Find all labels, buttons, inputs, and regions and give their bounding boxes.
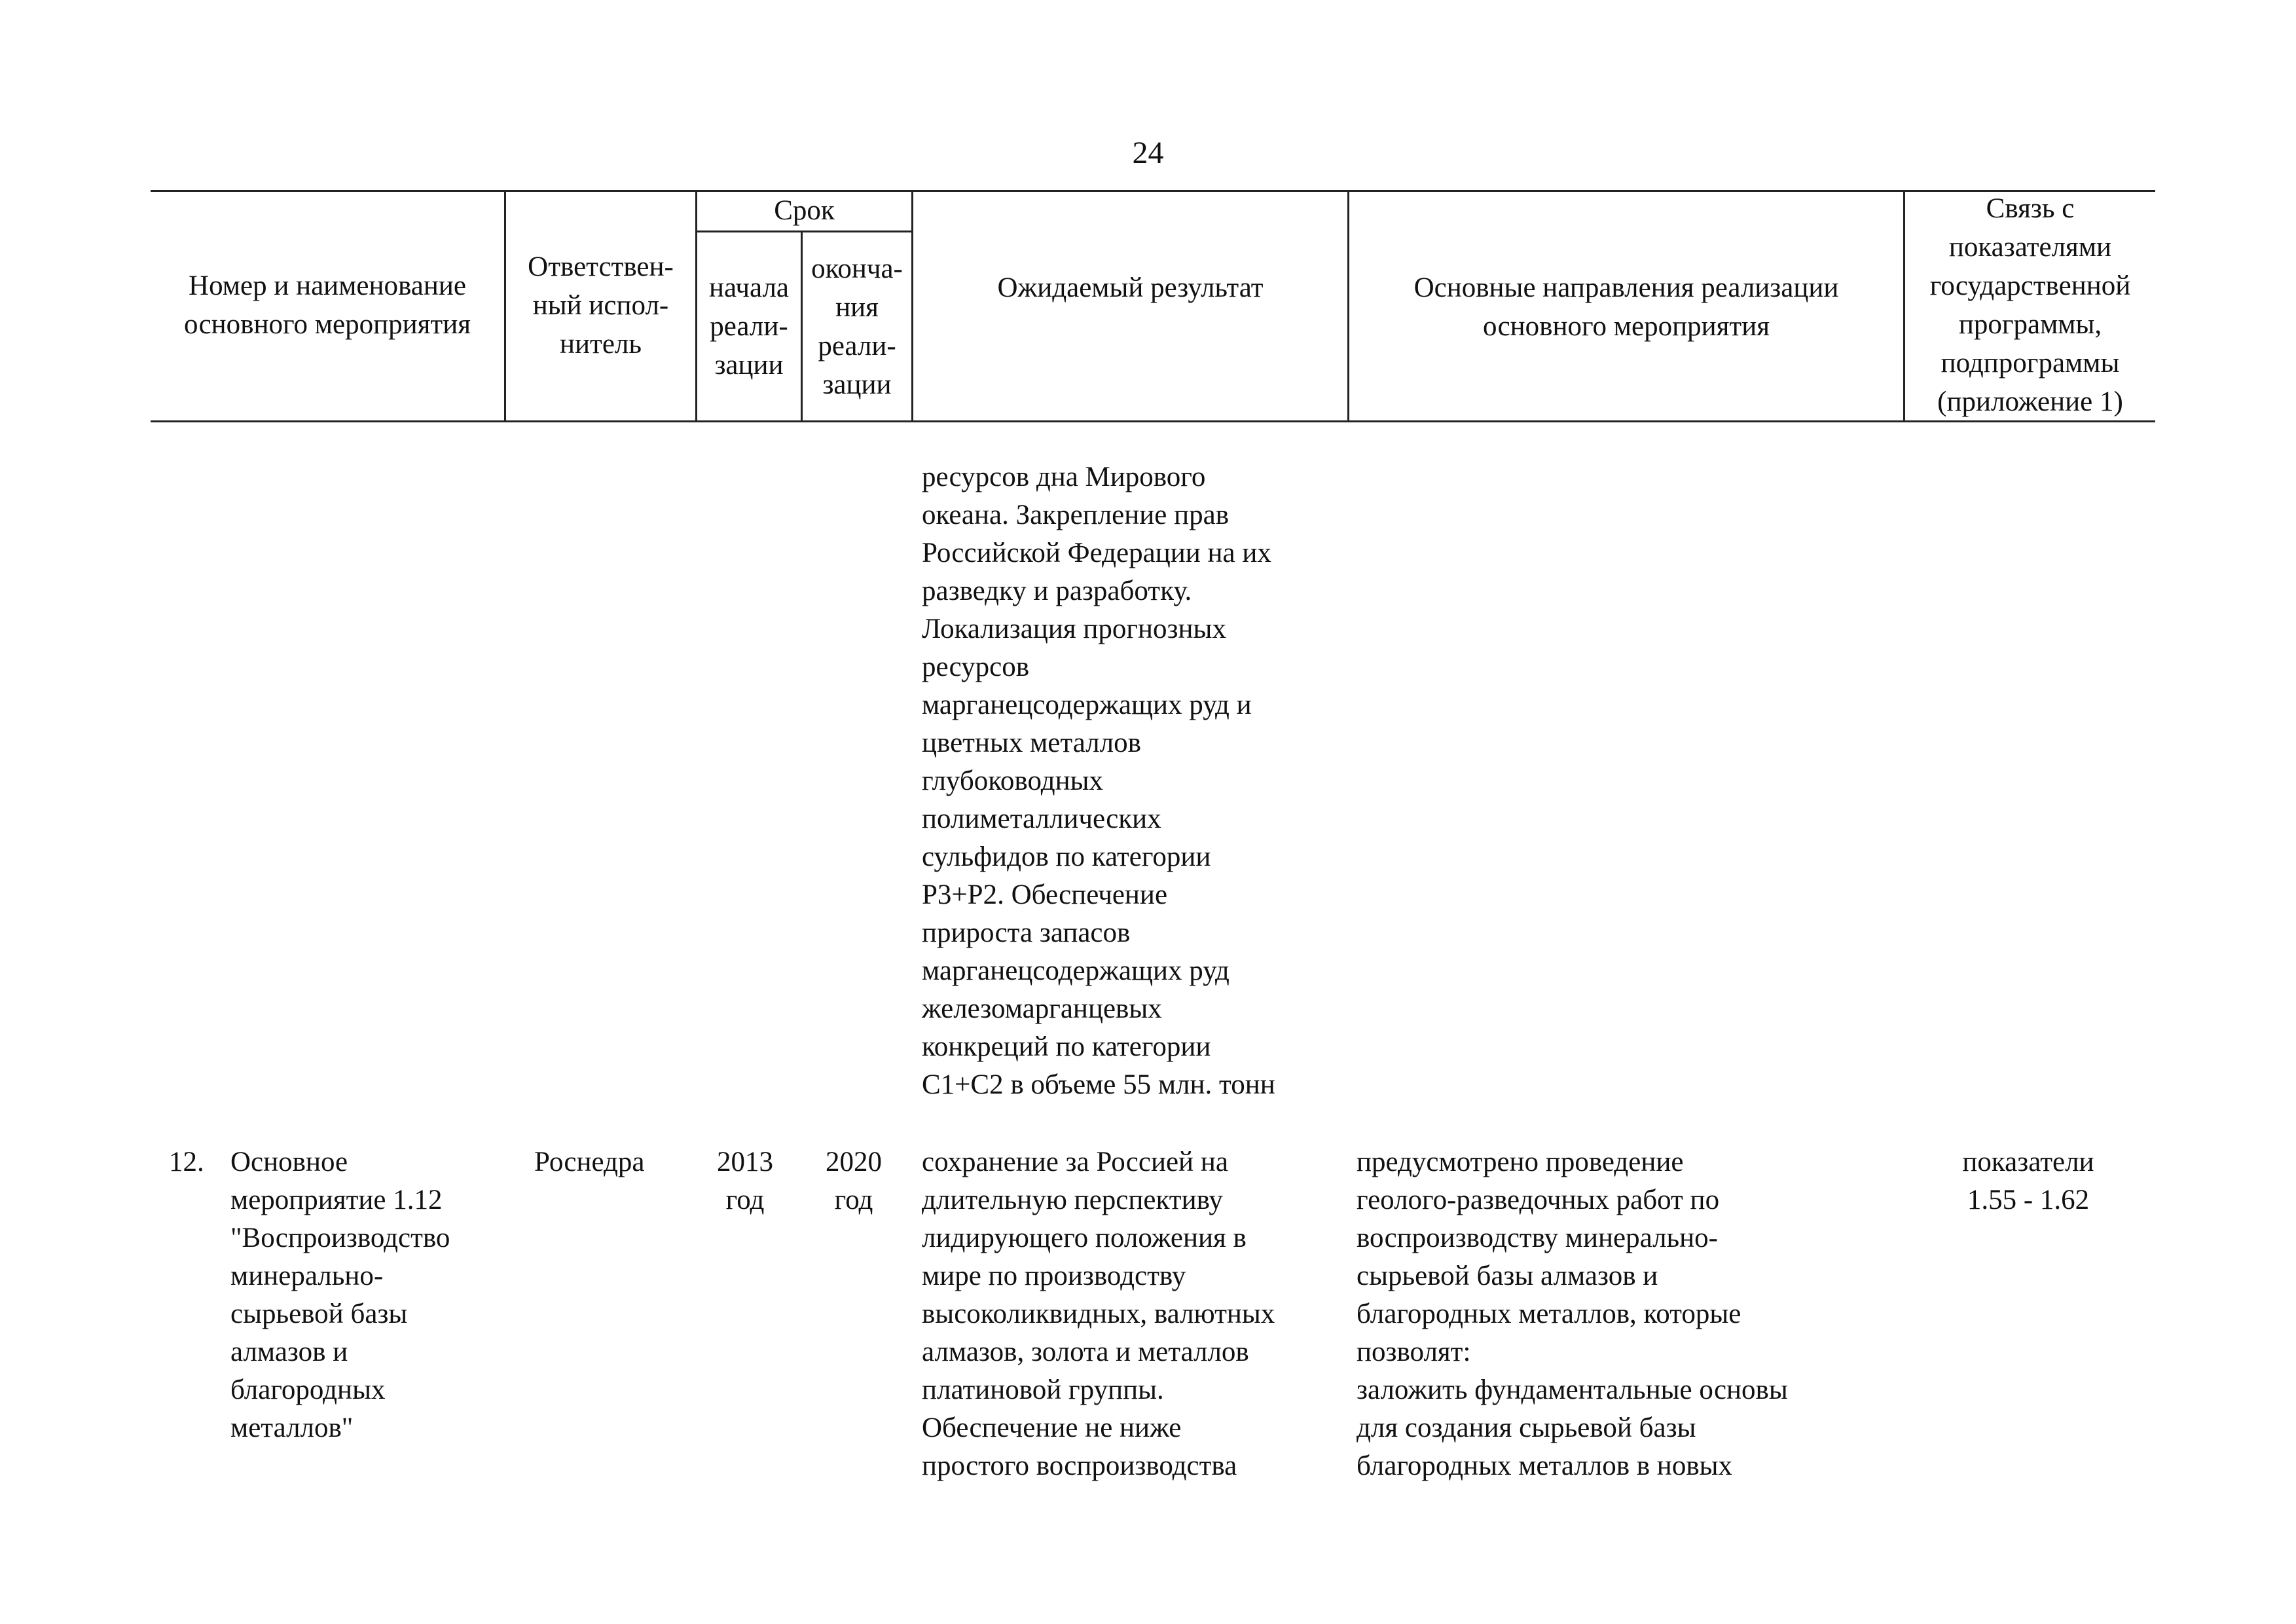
header-bottom-rule (151, 420, 2155, 422)
header-term-start: начала реали- зации (708, 272, 789, 380)
row-name: Основное мероприятие 1.12 "Воспроизводство минерально- сырьевой базы алмазов и благородных металлов" (230, 1147, 450, 1443)
row-end-year: 2020 год (826, 1147, 882, 1215)
header-term: Срок (774, 194, 835, 226)
page-number: 24 (1132, 136, 1164, 170)
row-start-year: 2013 год (717, 1147, 773, 1215)
row-directions: предусмотрено проведение геолого-разведочных работ по воспроизводству минерально- сырьевой базы алмазов и благородных металлов, которые позволят: заложить фундаментальные основы для создания сырьевой базы благородных металлов в новых (1357, 1147, 1788, 1481)
table-header (151, 190, 2155, 423)
row-number: 12. (169, 1147, 204, 1177)
row-indicators: показатели 1.55 - 1.62 (1962, 1147, 2094, 1215)
header-result: Ожидаемый результат (997, 272, 1264, 303)
header-link: Связь с показателями государственной программы, подпрограммы (приложение 1) (1929, 193, 2131, 417)
header-directions: Основные направления реализации основного мероприятия (1413, 272, 1839, 342)
header-responsible: Ответствен- ный испол- нитель (528, 251, 674, 360)
header-term-end: оконча- ния реали- зации (811, 253, 903, 400)
row-result: сохранение за Россией на длительную перспективу лидирующего положения в мире по производству высоколиквидных, валютных алмазов, золота и металлов платиновой группы. Обеспечение не ниже простого воспроизводства (922, 1147, 1275, 1481)
header-name: Номер и наименование основного мероприятия (184, 270, 471, 340)
row-responsible: Роснедра (534, 1147, 645, 1177)
continuation-result-cell: ресурсов дна Мирового океана. Закрепление прав Российской Федерации на их разведку и разработку. Локализация прогнозных ресурсов марганецсодержащих руд и цветных металлов глубоководных полиметаллических сульфидов по категории Р3+Р2. Обеспечение прироста запасов марганецсодержащих руд железомарганцевых конкреций по категории С1+С2 в объеме 55 млн. тонн (922, 462, 1275, 1100)
